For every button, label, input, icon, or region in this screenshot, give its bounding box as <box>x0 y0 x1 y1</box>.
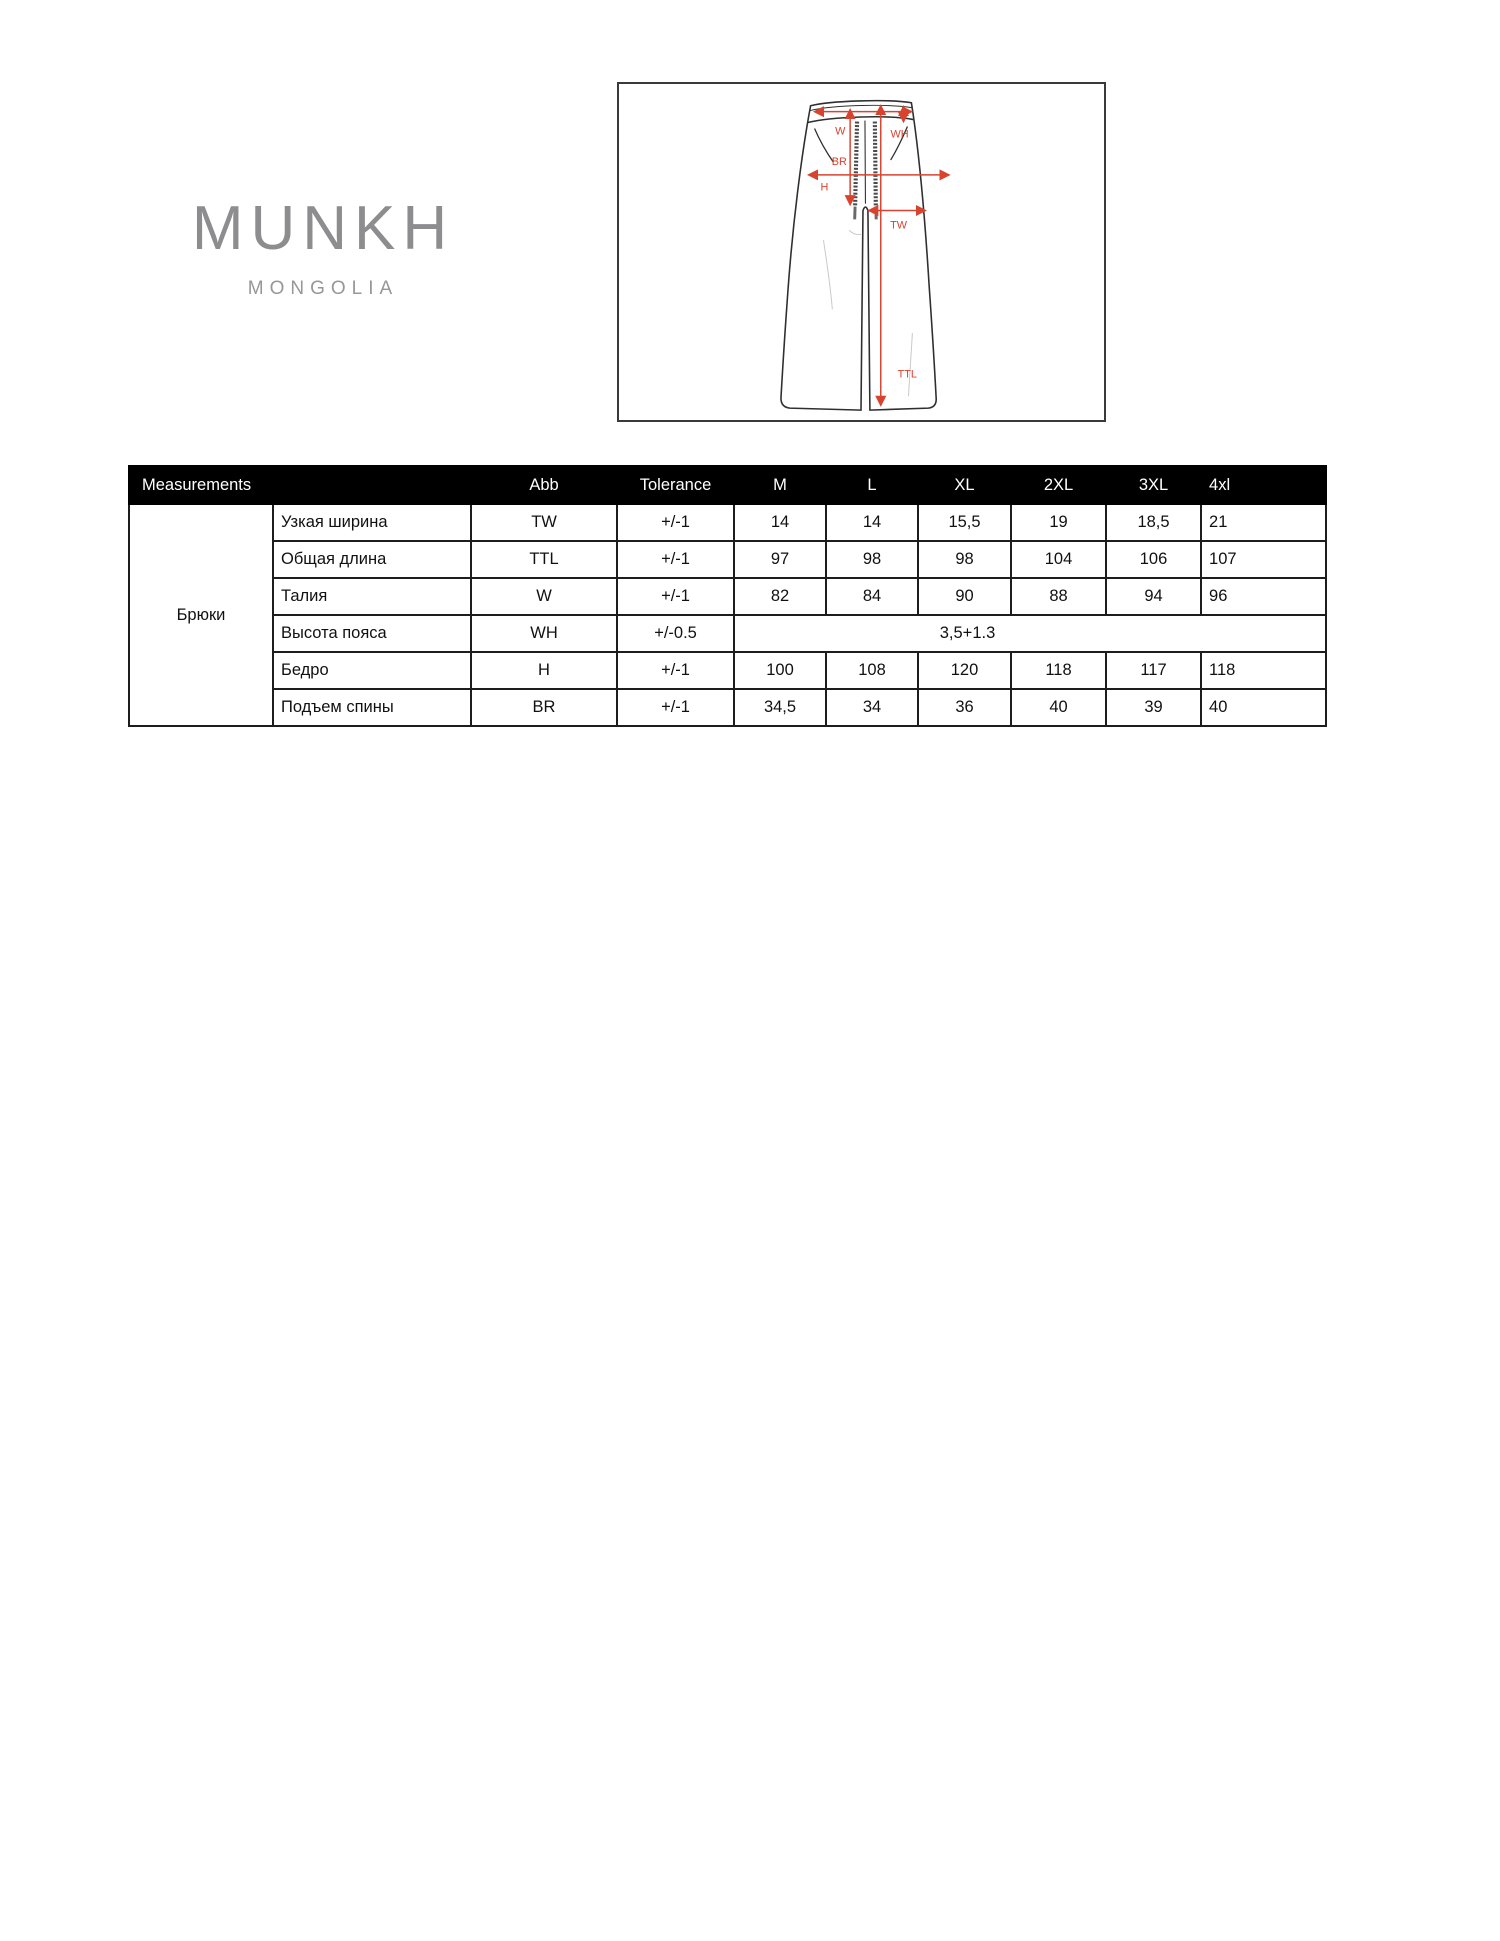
tolerance-cell: +/-1 <box>617 652 734 689</box>
tolerance-cell: +/-1 <box>617 578 734 615</box>
abb-cell: W <box>471 578 617 615</box>
table-row <box>129 541 1326 578</box>
value-cell: 106 <box>1106 541 1201 578</box>
brand-subtitle: MONGOLIA <box>247 278 399 299</box>
merged-value-cell: 3,5+1.3 <box>734 615 1326 652</box>
value-cell: 88 <box>1011 578 1106 615</box>
brand-name: MUNKH <box>191 194 455 263</box>
measurement-name-cell: Высота пояса <box>273 615 471 652</box>
tolerance-cell: +/-1 <box>617 541 734 578</box>
value-cell: 39 <box>1106 689 1201 726</box>
size-chart-table <box>128 465 1327 727</box>
measurement-name-cell: Подъем спины <box>273 689 471 726</box>
label-br: BR <box>831 156 847 169</box>
header-size-4xl: 4xl <box>1201 466 1326 504</box>
value-cell: 117 <box>1106 652 1201 689</box>
value-cell: 118 <box>1201 652 1326 689</box>
abb-cell: TTL <box>471 541 617 578</box>
value-cell: 34 <box>826 689 918 726</box>
table-row <box>129 615 1326 652</box>
value-cell: 118 <box>1011 652 1106 689</box>
abb-cell: BR <box>471 689 617 726</box>
header-size-3xl: 3XL <box>1106 466 1201 504</box>
value-cell: 84 <box>826 578 918 615</box>
pants-sketch-svg <box>619 84 1104 420</box>
value-cell: 21 <box>1201 504 1326 541</box>
header-measurements: Measurements <box>129 466 471 504</box>
label-w: W <box>835 125 846 138</box>
measurement-name-cell: Бедро <box>273 652 471 689</box>
value-cell: 120 <box>918 652 1011 689</box>
pants-outline <box>781 101 936 410</box>
label-wh: WH <box>890 128 909 141</box>
measurement-name-cell: Талия <box>273 578 471 615</box>
tolerance-cell: +/-1 <box>617 504 734 541</box>
table-row <box>129 689 1326 726</box>
value-cell: 98 <box>826 541 918 578</box>
category-cell: Брюки <box>129 504 273 726</box>
value-cell: 18,5 <box>1106 504 1201 541</box>
abb-cell: WH <box>471 615 617 652</box>
header-size-m: M <box>734 466 826 504</box>
value-cell: 34,5 <box>734 689 826 726</box>
header-size-2xl: 2XL <box>1011 466 1106 504</box>
tolerance-cell: +/-0.5 <box>617 615 734 652</box>
value-cell: 40 <box>1201 689 1326 726</box>
label-h: H <box>820 181 829 194</box>
value-cell: 19 <box>1011 504 1106 541</box>
header-size-xl: XL <box>918 466 1011 504</box>
value-cell: 94 <box>1106 578 1201 615</box>
value-cell: 104 <box>1011 541 1106 578</box>
value-cell: 14 <box>826 504 918 541</box>
value-cell: 98 <box>918 541 1011 578</box>
header-tolerance: Tolerance <box>617 466 734 504</box>
value-cell: 36 <box>918 689 1011 726</box>
label-tw: TW <box>890 219 908 232</box>
value-cell: 97 <box>734 541 826 578</box>
abb-cell: H <box>471 652 617 689</box>
value-cell: 107 <box>1201 541 1326 578</box>
header-abb: Abb <box>471 466 617 504</box>
value-cell: 108 <box>826 652 918 689</box>
value-cell: 14 <box>734 504 826 541</box>
tolerance-cell: +/-1 <box>617 689 734 726</box>
value-cell: 100 <box>734 652 826 689</box>
value-cell: 15,5 <box>918 504 1011 541</box>
value-cell: 90 <box>918 578 1011 615</box>
measurement-name-cell: Общая длина <box>273 541 471 578</box>
value-cell: 82 <box>734 578 826 615</box>
value-cell: 96 <box>1201 578 1326 615</box>
header-size-l: L <box>826 466 918 504</box>
value-cell: 40 <box>1011 689 1106 726</box>
table-row <box>129 652 1326 689</box>
brand-logo <box>150 194 496 300</box>
table-header-row <box>129 466 1326 504</box>
table-row <box>129 578 1326 615</box>
measurement-name-cell: Узкая ширина <box>273 504 471 541</box>
label-ttl: TTL <box>897 368 917 381</box>
abb-cell: TW <box>471 504 617 541</box>
table-row <box>129 504 1326 541</box>
pants-measurement-diagram <box>617 82 1106 422</box>
